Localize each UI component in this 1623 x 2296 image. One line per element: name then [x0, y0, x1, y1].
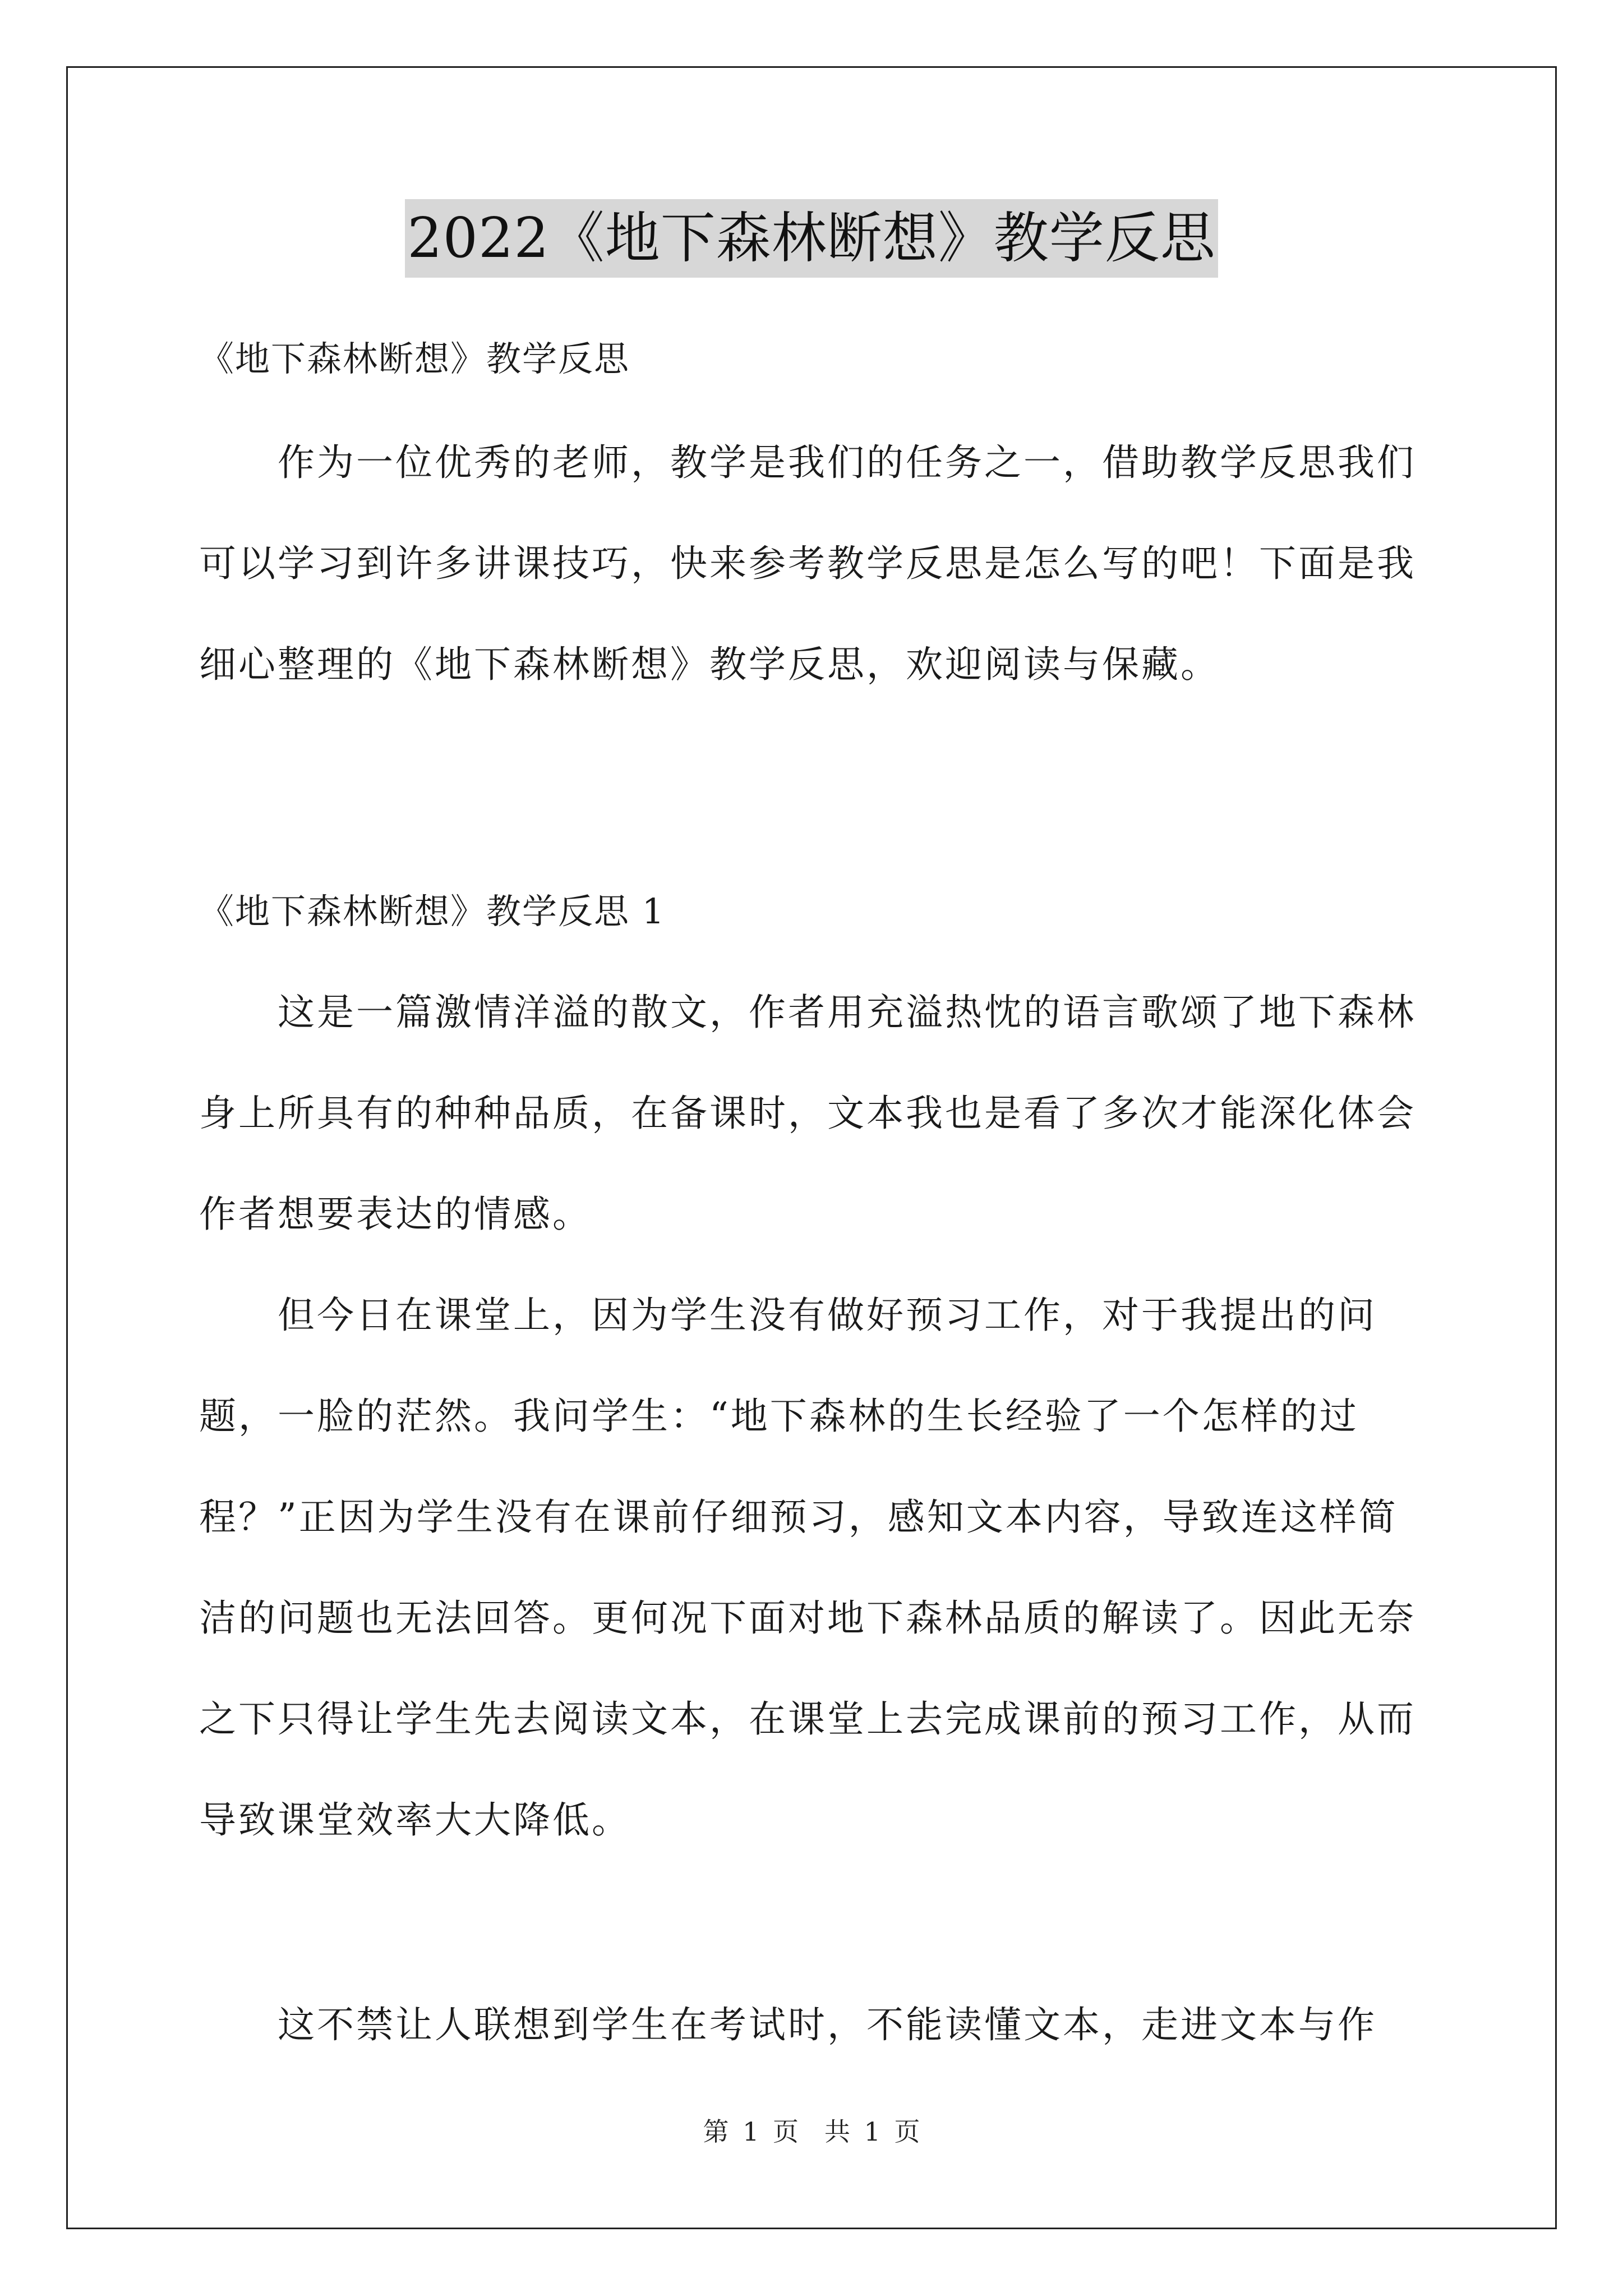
document-subtitle: 《地下森林断想》教学反思 — [199, 338, 630, 379]
document-title: 2022《地下森林断想》教学反思 — [405, 199, 1218, 278]
body-paragraph-2: 但今日在课堂上，因为学生没有做好预习工作，对于我提出的问题，一脸的茫然。我问学生：“地下森林的生长经验了一个怎样的过程？”正因为学生没有在课前仔细预习，感知文本内容，导致连这样简洁的问题也无法回答。更何况下面对地下森林品质的解读了。因此无奈之下只得让学生先去阅读文本，在课堂上去完成课前的预习工作，从而导致课堂效率大大降低。 — [199, 1294, 1416, 1842]
body-paragraph-3: 这不禁让人联想到学生在考试时，不能读懂文本，走进文本与作 — [278, 2003, 1377, 2046]
title-container — [0, 199, 1623, 278]
section-title: 《地下森林断想》教学反思 1 — [199, 891, 666, 932]
body-paragraph-1: 这是一篇激情洋溢的散文，作者用充溢热忱的语言歌颂了地下森林身上所具有的种种品质，在备课时，文本我也是看了多次才能深化体会作者想要表达的情感。 — [199, 991, 1416, 1236]
page-footer: 第 1 页 共 1 页 — [703, 2116, 920, 2147]
intro-paragraph: 作为一位优秀的老师，教学是我们的任务之一，借助教学反思我们可以学习到许多讲课技巧，快来参考教学反思是怎么写的吧！下面是我细心整理的《地下森林断想》教学反思，欢迎阅读与保藏。 — [199, 441, 1416, 686]
